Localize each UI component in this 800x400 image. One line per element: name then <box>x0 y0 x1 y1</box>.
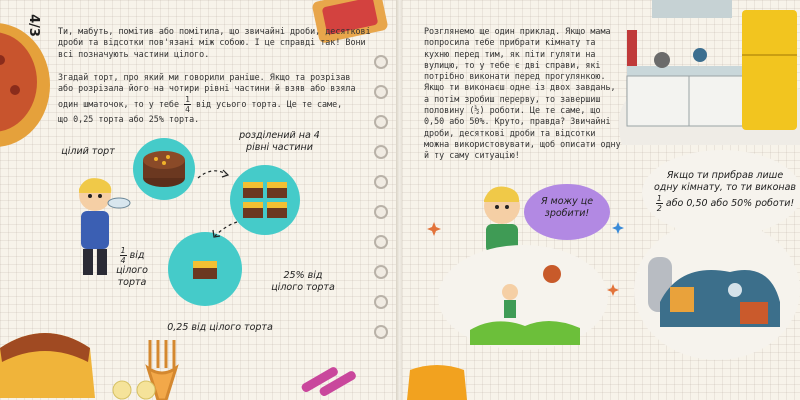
ring <box>374 115 388 129</box>
ring <box>374 175 388 189</box>
left-paragraph-2-line-4: від усього торта. Це те саме, <box>195 98 343 109</box>
label-fraction-quarter: $\frac{1}{4}$ <box>120 246 126 265</box>
left-paragraph-1: Ти, мабуть, помітив або помітила, що звичайні дроби, десяткові дроби та відсотки пов'язані між собою. І це справді так! Вони всі позначують частини цілого. <box>58 26 371 59</box>
right-page <box>402 0 800 400</box>
ring <box>374 325 388 339</box>
label-divided: розділений на 4 рівні частини <box>239 130 320 153</box>
caption-fraction-half: $\frac{1}{2}$ <box>656 194 662 213</box>
left-paragraph-2-line-5: що 0,25 торта або 25% торта. <box>58 113 200 124</box>
star-decoration <box>612 222 624 234</box>
left-page <box>0 0 398 400</box>
ring <box>374 295 388 309</box>
ring <box>374 85 388 99</box>
whole-cake-illustration <box>140 146 188 190</box>
ring <box>374 55 388 69</box>
quarter-cake-illustration <box>190 253 220 283</box>
label-whole-cake: цілий торт <box>61 146 115 157</box>
caption-text: Якщо ти прибрав лише одну кімнату, то ти виконав $\frac{1}{2}$ або 0,50 або 50% роботи! <box>653 170 797 213</box>
banana-slices-decoration <box>110 378 160 400</box>
divided-cake-illustration <box>237 172 293 228</box>
page-number: 4/3 <box>25 14 41 37</box>
label-decimal: 0,25 від цілого торта <box>167 322 273 333</box>
pie-decoration-top-left <box>0 20 55 150</box>
candy-sticks-decoration <box>290 355 370 400</box>
inline-fraction-quarter: $\frac{1}{4}$ <box>185 94 190 114</box>
playing-boy-illustration <box>470 260 580 345</box>
messy-room-illustration <box>640 232 790 342</box>
ring <box>374 265 388 279</box>
pudding-decoration-bottom <box>0 318 100 400</box>
label-quarter-of-cake: $\frac{1}{4}$ від цілого торта <box>116 246 148 288</box>
boy-with-plate-illustration <box>55 175 135 295</box>
left-paragraph-2-line-2: або розрізала його на чотири рівні частини й взяв або взяла <box>58 83 356 94</box>
left-paragraph-2 <box>58 72 380 125</box>
left-paragraph-2-line-1: Згадай торт, про який ми говорили раніше. Якщо та розрізав <box>58 72 351 82</box>
right-paragraph: Розглянемо ще один приклад. Якщо мама попросила тебе прибрати кімнату та кухню перед тим, як піти гуляти на вулицю, то у тебе є дві справи, які потрібно виконати перед прогулянкою. Якщо ти виконаєш одне із двох завдань, а потім зробиш перерву, то завершиш половину (½) роботи. Це те саме, що 0,50 або 50%. Круто, правда? Звичайні дроби, десяткові дроби та відсотки можна використовувати, щоб описати одну й ту саму ситуацію! <box>424 26 621 161</box>
speech-text: Я можу це зробити! <box>540 196 594 219</box>
thinking-boy-illustration <box>472 178 532 253</box>
star-decoration <box>427 222 441 236</box>
ring <box>374 145 388 159</box>
arrow-to-quarter-icon <box>205 218 241 242</box>
inline-fraction-half: (½) <box>469 105 485 116</box>
arrow-to-divided-icon <box>196 164 232 184</box>
kitchen-illustration <box>592 0 800 145</box>
label-percent: 25% від цілого торта <box>271 270 335 293</box>
jelly-decoration-bottom <box>402 360 472 400</box>
star-decoration <box>607 284 619 296</box>
ring <box>374 235 388 249</box>
left-paragraph-2-line-3: один шматочок, то у тебе <box>58 98 180 109</box>
ring <box>374 205 388 219</box>
